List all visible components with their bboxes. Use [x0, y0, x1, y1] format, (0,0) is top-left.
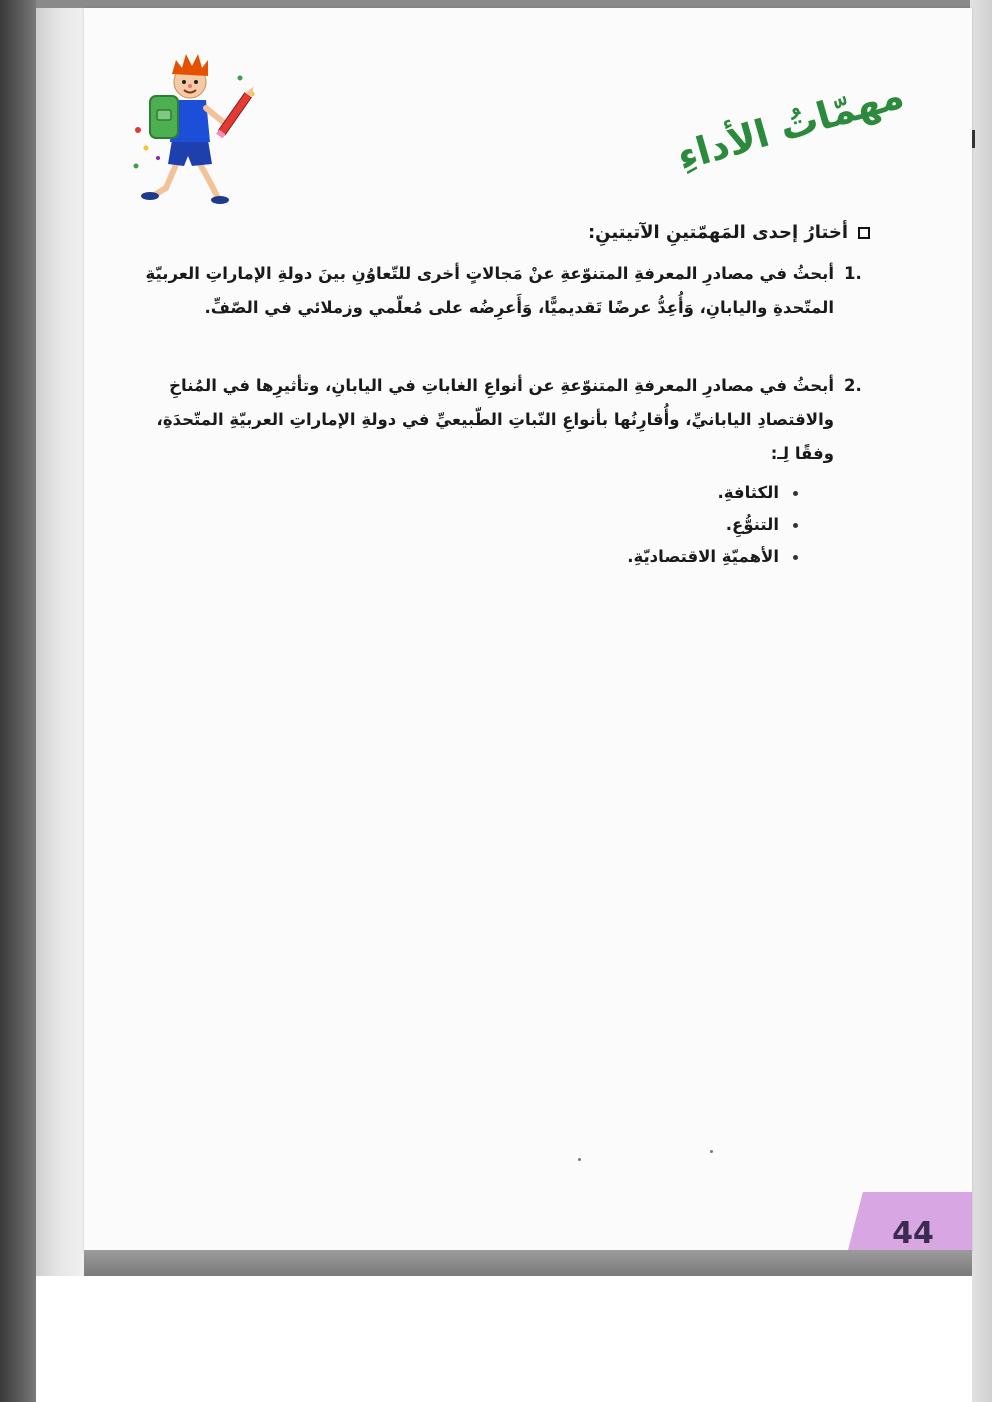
task-text: أبحثُ في مصادرِ المعرفةِ المتنوّعةِ عنْ مَجالاتٍ أخرى للتّعاوُنِ بينَ دولةِ الإماراتِ العربيّةِ المتّحدةِ واليابانِ، وَأُعِدُّ عرضًا تَقديميًّا، وَأَعرِضُه على مُعلّمي وزملائي في الصّفِّ. — [145, 264, 834, 317]
criteria-label: التنوُّعِ. — [725, 515, 779, 534]
task-text: أبحثُ في مصادرِ المعرفةِ المتنوّعةِ عن أنواعِ الغاباتِ في اليابانِ، وتأثيرِها في المُناخِ والاقتصادِ اليابانيِّ، وأُقارِنُها بأنواعِ النّباتِ الطّبيعيِّ في دولةِ الإماراتِ العربيّةِ المتّحدَةِ، وفقًا لِـ: — [156, 376, 834, 463]
instruction-text: أختارُ إحدى المَهمّتينِ الآتيتينِ: — [587, 222, 848, 243]
student-mascot-illustration — [128, 48, 258, 208]
task-content — [120, 222, 870, 573]
bullet-icon — [793, 491, 798, 496]
page-number: 44 — [892, 1216, 934, 1251]
criteria-list — [120, 477, 834, 573]
scan-speck — [578, 1158, 581, 1161]
page-marker — [972, 130, 975, 148]
criteria-label: الأهميّةِ الاقتصاديّةِ. — [627, 547, 779, 566]
criteria-label: الكثافةِ. — [717, 483, 779, 502]
checkbox-icon — [858, 227, 870, 239]
scan-bottom-margin — [36, 1276, 972, 1402]
list-item — [120, 477, 798, 509]
task-body — [120, 369, 834, 573]
task-number: 2. — [844, 376, 862, 395]
scan-speck — [710, 1150, 713, 1153]
page-title: مهمّاتُ الأداءِ — [672, 72, 909, 179]
book-spine-shadow — [0, 0, 36, 1402]
bullet-icon — [793, 523, 798, 528]
scan-top-edge — [36, 0, 992, 8]
scan-right-edge — [970, 0, 992, 1402]
task-item-2 — [120, 369, 870, 573]
bullet-icon — [793, 555, 798, 560]
task-number: 1. — [844, 264, 862, 283]
list-item — [120, 541, 798, 573]
list-item — [120, 509, 798, 541]
task-item-1 — [120, 257, 870, 325]
book-page-edge — [36, 0, 84, 1300]
instruction-line — [120, 222, 870, 243]
page-bottom-band — [84, 1250, 972, 1276]
